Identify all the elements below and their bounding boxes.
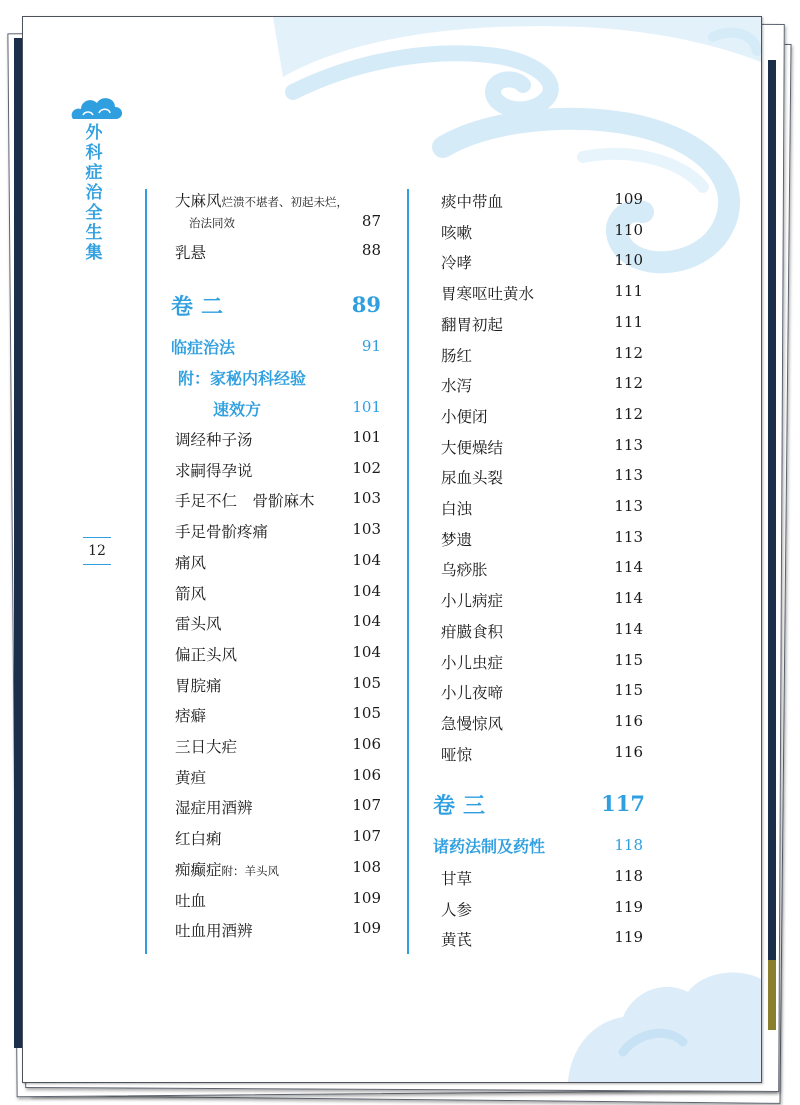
toc-entry-title: 雷头风 bbox=[175, 615, 222, 634]
running-title: 外科症治全生集 bbox=[85, 123, 103, 263]
toc-entry-title: 偏正头风 bbox=[175, 645, 238, 664]
toc-entry-title: 大便燥结 bbox=[441, 438, 504, 457]
toc-entry-title: 痰中带血 bbox=[441, 193, 504, 211]
toc-page-number: 116 bbox=[614, 742, 643, 761]
section-heading: 临症治法 bbox=[171, 338, 236, 357]
toc-page-number: 108 bbox=[352, 857, 381, 876]
toc-page-number: 111 bbox=[614, 312, 643, 331]
toc-entry-title: 湿症用酒辨 bbox=[175, 799, 253, 818]
toc-entry-title: 甘草 bbox=[441, 870, 473, 888]
toc-entry-title: 小儿夜啼 bbox=[441, 684, 504, 703]
toc-page-number: 113 bbox=[614, 527, 643, 546]
toc-page-number: 115 bbox=[614, 681, 643, 700]
toc-entry-title: 大麻风烂溃不堪者、初起未烂， bbox=[175, 192, 349, 210]
toc-entry-title: 急慢惊风 bbox=[441, 714, 504, 733]
toc-page-number: 104 bbox=[352, 550, 381, 569]
appendix-page-number: 101 bbox=[352, 398, 381, 416]
toc-page-number: 113 bbox=[614, 497, 643, 515]
back-sheet-edge-olive bbox=[768, 960, 776, 1030]
toc-page-number: 110 bbox=[614, 220, 643, 239]
toc-entry-title: 尿血头裂 bbox=[441, 469, 504, 488]
page-number: 12 bbox=[83, 537, 111, 565]
toc-page-number: 103 bbox=[352, 520, 381, 539]
toc-page-number: 115 bbox=[614, 650, 643, 669]
toc-entry-title: 疳臌食积 bbox=[441, 622, 504, 641]
book-page bbox=[22, 16, 762, 1083]
toc-entry-note: 治法同效 bbox=[189, 216, 235, 230]
toc-entry-note: 附：羊头风 bbox=[221, 863, 280, 878]
toc-entry-title: 白浊 bbox=[441, 500, 473, 518]
toc-entry-title: 黄疸 bbox=[175, 768, 207, 787]
toc-entry-title: 调经种子汤 bbox=[175, 431, 253, 449]
toc-page-number: 107 bbox=[352, 827, 381, 846]
toc-entry-title: 小儿虫症 bbox=[441, 653, 504, 672]
toc-page-number: 104 bbox=[352, 612, 381, 631]
toc-entry-title: 哑惊 bbox=[441, 745, 473, 764]
toc-page-number: 114 bbox=[614, 589, 643, 608]
toc-entry-title: 水泻 bbox=[441, 377, 473, 396]
volume-heading: 卷三 bbox=[433, 793, 494, 819]
toc-page-number: 109 bbox=[352, 919, 381, 938]
toc-entry-title: 冷哮 bbox=[441, 254, 473, 273]
toc-page-number: 114 bbox=[614, 558, 643, 577]
toc-entry-title: 乳悬 bbox=[175, 244, 207, 262]
toc-entry-title: 吐血用酒辨 bbox=[175, 922, 253, 941]
toc-page-number: 113 bbox=[614, 435, 643, 454]
volume-page-number: 117 bbox=[601, 791, 645, 816]
toc-page-number: 101 bbox=[352, 428, 381, 446]
toc-page-number: 119 bbox=[614, 897, 643, 916]
toc-entry-title: 胃脘痛 bbox=[175, 676, 222, 695]
toc-entry-title: 痴癫症附：羊头风 bbox=[175, 860, 280, 879]
left-column-rule bbox=[145, 189, 147, 954]
toc-entry-title: 求嗣得孕说 bbox=[175, 461, 253, 480]
toc-entry-title: 三日大疟 bbox=[175, 738, 238, 756]
toc-entry-title: 红白痢 bbox=[175, 830, 222, 849]
toc-page-number: 106 bbox=[352, 735, 381, 753]
toc-entry-title: 梦遗 bbox=[441, 530, 473, 549]
toc-entry-title: 胃寒呕吐黄水 bbox=[441, 285, 535, 304]
cloud-logo-icon bbox=[67, 93, 127, 127]
toc-entry-title: 痞癖 bbox=[175, 707, 207, 726]
toc-page-number: 105 bbox=[352, 704, 381, 723]
toc-page-number: 87 bbox=[361, 212, 381, 230]
toc-entry-title: 乌痧胀 bbox=[441, 561, 488, 580]
toc-entry-title: 吐血 bbox=[175, 891, 207, 910]
toc-page-number: 104 bbox=[352, 642, 381, 661]
appendix-heading-cont: 速效方 bbox=[213, 400, 262, 419]
toc-page-number: 114 bbox=[614, 619, 643, 638]
toc-page-number: 109 bbox=[614, 190, 643, 208]
section-heading: 诸药法制及药性 bbox=[433, 837, 546, 856]
toc-page-number: 112 bbox=[614, 343, 643, 362]
toc-entry-title: 痛风 bbox=[175, 553, 207, 572]
center-column-rule bbox=[407, 189, 409, 954]
toc-entry-title: 手足骨骱疼痛 bbox=[175, 523, 269, 542]
toc-entry-title: 肠红 bbox=[441, 346, 473, 365]
back-sheet-edge-dark-right bbox=[768, 60, 776, 960]
toc-page-number: 113 bbox=[614, 466, 643, 485]
toc-entry-title: 人参 bbox=[441, 900, 473, 919]
section-page-number: 118 bbox=[614, 836, 643, 854]
section-page-number: 91 bbox=[361, 337, 381, 355]
toc-page-number: 107 bbox=[352, 796, 381, 815]
toc-page-number: 110 bbox=[614, 251, 643, 270]
toc-entry-note: 烂溃不堪者、初起未烂， bbox=[221, 195, 349, 209]
volume-page-number: 89 bbox=[351, 292, 381, 317]
toc-page-number: 111 bbox=[614, 282, 643, 301]
toc-entry-title: 手足不仁 骨骱麻木 bbox=[175, 492, 315, 511]
toc-entry-title: 小便闭 bbox=[441, 407, 488, 426]
toc-entry-title: 咳嗽 bbox=[441, 223, 473, 242]
toc-page-number: 119 bbox=[614, 928, 643, 947]
toc-page-number: 104 bbox=[352, 581, 381, 600]
cloud-decoration bbox=[23, 17, 761, 1082]
toc-page-number: 112 bbox=[614, 404, 643, 423]
toc-entry-title: 箭风 bbox=[175, 584, 207, 603]
toc-page-number: 106 bbox=[352, 765, 381, 784]
toc-page-number: 105 bbox=[352, 673, 381, 692]
volume-heading: 卷二 bbox=[171, 294, 232, 320]
toc-page-number: 116 bbox=[614, 711, 643, 730]
toc-page-number: 103 bbox=[352, 489, 381, 508]
toc-entry-title: 小儿病症 bbox=[441, 592, 504, 611]
appendix-heading: 附：家秘内科经验 bbox=[178, 369, 307, 388]
toc-page-number: 102 bbox=[352, 458, 381, 477]
toc-page-number: 112 bbox=[614, 374, 643, 393]
toc-entry-title: 翻胃初起 bbox=[441, 315, 504, 334]
toc-entry-title: 黄芪 bbox=[441, 931, 473, 950]
toc-page-number: 88 bbox=[361, 241, 381, 259]
toc-page-number: 109 bbox=[352, 888, 381, 907]
toc-page-number: 118 bbox=[614, 867, 643, 885]
